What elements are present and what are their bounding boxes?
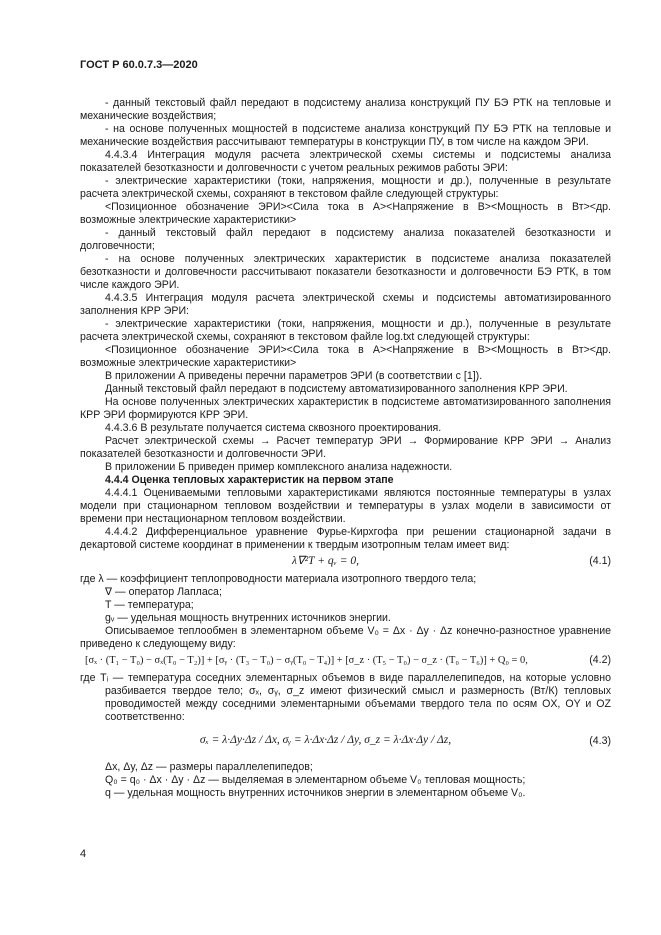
formula-number: (4.2) <box>589 654 611 666</box>
formula-number: (4.1) <box>589 555 611 567</box>
where-lead: где λ — коэффициент теплопроводности материала изотропного твердого тела; <box>80 573 477 585</box>
page-body <box>80 97 611 800</box>
paragraph: <Позиционное обозначение ЭРИ><Сила тока в А><Напряжение в В><Мощность в Вт><др. возможные электрические характеристики> <box>80 344 611 369</box>
page-number: 4 <box>80 848 87 860</box>
paragraph: 4.4.4.1 Оцениваемыми тепловыми характеристиками являются постоянные температуры в узлах модели при стационарном тепловом воздействии и температуры в узлах модели в зависимости от времени при нестационарном тепловом воздействии. <box>80 487 611 525</box>
where-item: Δx, Δy, Δz — размеры параллелепипедов; <box>105 761 313 773</box>
paragraph: - на основе полученных мощностей в подсистеме анализа конструкций ПУ БЭ РТК на тепловые и механические воздействия рассчитывают температуры в конструкции ПУ, в том числе на каждом ЭРИ. <box>80 123 611 148</box>
paragraph: Описываемое теплообмен в элементарном объеме V₀ = Δx · Δy · Δz конечно-разностное уравнение приведено к следующему виду: <box>80 625 611 650</box>
formula-4-1 <box>80 554 611 570</box>
paragraph: В приложении А приведены перечни параметров ЭРИ (в соответствии с [1]). <box>105 370 483 382</box>
formula-4-2 <box>80 653 611 669</box>
paragraph: - данный текстовый файл передают в подсистему анализа показателей безотказности и долговечности; <box>80 227 611 252</box>
where-item: T — температура; <box>105 599 194 611</box>
paragraph: На основе полученных электрических характеристик в подсистеме автоматизированного заполнения КРР ЭРИ формируются КРР ЭРИ. <box>80 396 611 421</box>
paragraph: 4.4.3.4 Интеграция модуля расчета электрической схемы системы и подсистемы анализа показателей безотказности и долговечности с учетом реальных режимов работы ЭРИ: <box>80 149 611 174</box>
paragraph: Данный текстовый файл передают в подсистему автоматизированного заполнения КРР ЭРИ. <box>105 383 568 395</box>
paragraph: <Позиционное обозначение ЭРИ><Сила тока в А><Напряжение в В><Мощность в Вт><др. возможные электрические характеристики> <box>80 201 611 226</box>
document-header: ГОСТ Р 60.0.7.3—2020 <box>80 59 198 71</box>
formula-number: (4.3) <box>589 735 611 747</box>
formula-expression: [σₓ · (T₁ − T₀) − σₓ(T₀ − T₂)] + [σᵧ · (T₃ − T₀) − σᵧ(T₀ − T₄)] + [σ_z · (T₅ − T₀) − σ_z · (T₀ − T₆)] + Q₀ = 0, <box>85 655 528 666</box>
paragraph: В приложении Б приведен пример комплексного анализа надежности. <box>105 461 453 473</box>
paragraph: - электрические характеристики (токи, напряжения, мощности и др.), полученные в результате расчета электрической схемы, сохраняют в текстовом файле log.txt следующей структуры: <box>80 318 611 343</box>
where-definition: где Tᵢ — температура соседних элементарных объемов в виде параллелепипедов, на которые условно разбивается твердое тело; σₓ, σᵧ, σ_z имеют физический смысл и размерность (Вт/К) тепловых проводимостей между соседними элементарными объемами твердого тела по осям OX, OY и OZ соответственно: <box>80 672 611 723</box>
where-item: Q₀ = q₀ · Δx · Δy · Δz — выделяемая в элементарном объеме V₀ тепловая мощность; <box>105 774 526 786</box>
where-item: ∇ — оператор Лапласа; <box>105 586 222 598</box>
paragraph: 4.4.3.5 Интеграция модуля расчета электрической схемы и подсистемы автоматизированного заполнения КРР ЭРИ: <box>80 292 611 317</box>
section-heading: 4.4.4 Оценка тепловых характеристик на первом этапе <box>105 474 394 486</box>
where-item: gᵥ — удельная мощность внутренних источников энергии. <box>105 612 391 624</box>
paragraph: Расчет электрической схемы → Расчет температур ЭРИ → Формирование КРР ЭРИ → Анализ показателей безотказности и долговечности ЭРИ. <box>80 435 611 460</box>
where-item: q — удельная мощность внутренних источников энергии в элементарном объеме V₀. <box>105 787 526 799</box>
paragraph: - электрические характеристики (токи, напряжения, мощности и др.), полученные в результате расчета электрической схемы, сохраняют в текстовом файле следующей структуры: <box>80 175 611 200</box>
paragraph: 4.4.4.2 Дифференциальное уравнение Фурье-Кирхгофа при решении стационарной задачи в декартовой системе координат в применении к твердым изотропным телам имеет вид: <box>80 526 611 551</box>
paragraph: - на основе полученных электрических характеристик в подсистеме анализа показателей безотказности и долговечности рассчитывают показатели безотказности и долговечности БЭ РТК, в том числе каждого ЭРИ. <box>80 253 611 291</box>
formula-expression: λ∇²T + qᵥ = 0, <box>292 555 359 567</box>
paragraph: 4.4.3.6 В результате получается система сквозного проектирования. <box>105 422 442 434</box>
paragraph: - данный текстовый файл передают в подсистему анализа конструкций ПУ БЭ РТК на тепловые и механические воздействия; <box>80 97 611 122</box>
formula-expression: σₓ = λ·Δy·Δz / Δx, σᵧ = λ·Δx·Δz / Δy, σ_z = λ·Δx·Δy / Δz, <box>199 734 452 746</box>
formula-4-3 <box>80 726 611 758</box>
